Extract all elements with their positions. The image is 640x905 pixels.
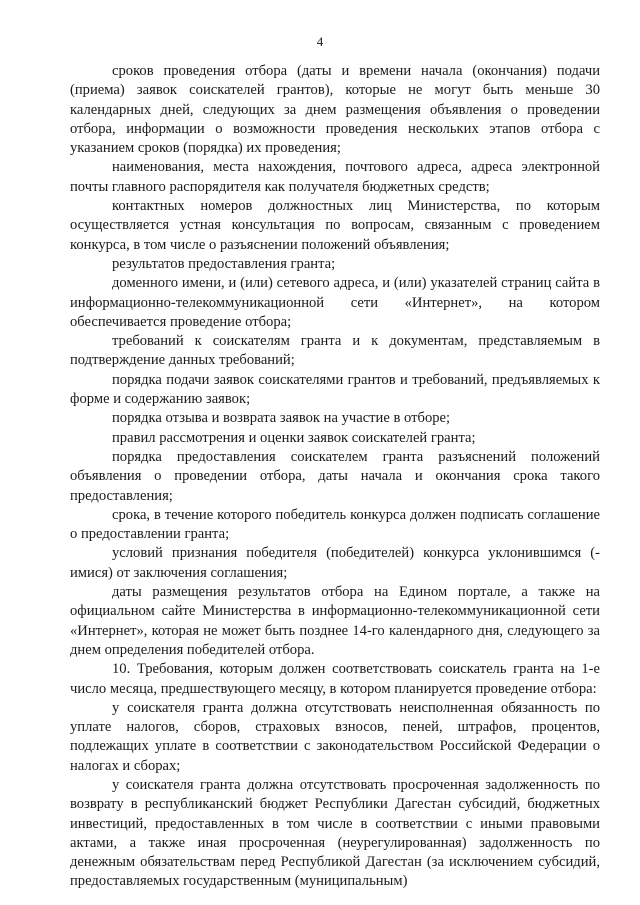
paragraph: наименования, места нахождения, почтового адреса, адреса электронной почты главного распорядителя как получателя бюджетных средств;	[70, 159, 600, 195]
paragraph: порядка отзыва и возврата заявок на участие в отборе;	[112, 410, 451, 427]
paragraph: срока, в течение которого победитель конкурса должен подписать соглашение о предоставлении гранта;	[70, 506, 600, 543]
paragraph: порядка подачи заявок соискателями грантов и требований, предъявляемых к форме и содержанию заявок;	[70, 371, 600, 408]
paragraph: требований к соискателям гранта и к документам, представляемым в подтверждение данных требований;	[70, 333, 600, 369]
paragraph: контактных номеров должностных лиц Министерства, по которым осуществляется устная консультация по вопросам, связанным с проведением конкурса, в том числе о разъяснении положений объявления;	[70, 198, 600, 253]
page-number: 4	[316, 34, 324, 49]
paragraph: результатов предоставления гранта;	[112, 255, 336, 272]
paragraph: порядка предоставления соискателем гранта разъяснений положений объявления о проведении отбора, даты начала и окончания срока такого предоставления;	[70, 448, 600, 504]
paragraph: у соискателя гранта должна отсутствовать неисполненная обязанность по уплате налогов, сборов, страховых взносов, пеней, штрафов, процентов, подлежащих уплате в соответствии с законодательством Российской Федерации о налогах и сборах;	[70, 699, 600, 774]
paragraph: у соискателя гранта должна отсутствовать просроченная задолженность по возврату в республиканский бюджет Республики Дагестан субсидий, бюджетных инвестиций, предоставленных в том числе в соответствии с иными правовыми актами, а также иная просроченная (неурегулированная) задолженность по денежным обязательствам перед Республикой Дагестан (за исключением субсидий, предоставляемых государственным (муниципальным)	[70, 776, 600, 890]
paragraph: правил рассмотрения и оценки заявок соискателей гранта;	[112, 429, 476, 446]
paragraph: доменного имени, и (или) сетевого адреса, и (или) указателей страниц сайта в информационно-телекоммуникационной сети «Интернет», на котором обеспечивается проведение отбора;	[70, 275, 600, 330]
paragraph: 10. Требования, которым должен соответствовать соискатель гранта на 1-е число месяца, предшествующего месяцу, в котором планируется проведение отбора:	[70, 661, 600, 697]
paragraph: сроков проведения отбора (даты и времени начала (окончания) подачи (приема) заявок соискателей грантов), которые не могут быть меньше 30 календарных дней, следующих за днем размещения объявления о проведении отбора, информации о возможности проведения нескольких этапов отбора с указанием сроков (порядка) их проведения;	[70, 63, 600, 157]
document-body	[70, 62, 600, 892]
paragraph: условий признания победителя (победителей) конкурса уклонившимся (-имися) от заключения соглашения;	[70, 545, 600, 581]
paragraph: даты размещения результатов отбора на Едином портале, а также на официальном сайте Министерства в информационно-телекоммуникационной сети «Интернет», которая не может быть позднее 14-го календарного дня, следующего за днем определения победителей отбора.	[70, 584, 600, 658]
